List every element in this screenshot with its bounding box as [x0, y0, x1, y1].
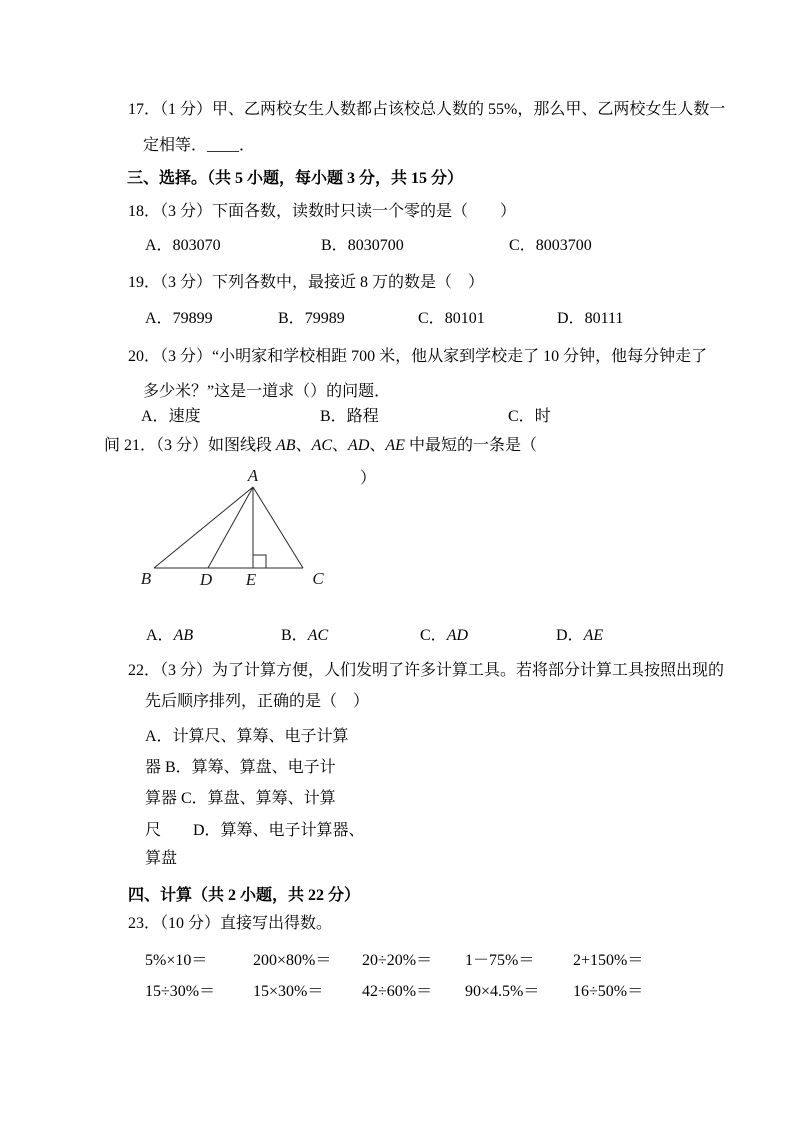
q22-option-line-4: 尺 D．算筹、电子计算器、: [145, 822, 365, 839]
vertex-label-b: B: [140, 569, 152, 588]
q23-expression-r2c3: 42÷60%＝: [362, 983, 433, 1000]
q22-option-line-5: 算盘: [145, 850, 178, 867]
q22-option-line-3: 算器 C．算盘、算筹、计算: [145, 790, 336, 807]
q21-stem: 间 21．（3 分）如图线段 AB、AC、AD、AE 中最短的一条是（: [104, 437, 537, 454]
q23-expression-r1c1: 5%×10＝: [145, 952, 208, 969]
q23-expression-r2c2: 15×30%＝: [253, 983, 324, 1000]
q23-expression-r2c4: 90×4.5%＝: [465, 983, 540, 1000]
q23-expression-r1c3: 20÷20%＝: [362, 952, 433, 969]
q23-expression-r2c5: 16÷50%＝: [573, 983, 644, 1000]
q21-option-c: C．AD: [420, 627, 469, 644]
q22-stem-line2: 先后顺序排列，正确的是（ ）: [145, 693, 370, 710]
q23-expression-r1c4: 1－75%＝: [465, 952, 535, 969]
q17-stem-line1: 17．（1 分）甲、乙两校女生人数都占该校总人数的 55%，那么甲、乙两校女生人数一: [128, 101, 726, 118]
q20-stem-line1: 20．（3 分）“小明家和学校相距 700 米，他从家到学校走了 10 分钟，他每分钟走了: [128, 348, 708, 365]
q17-stem-line2-with-blank: 定相等．____．: [143, 137, 256, 154]
section-calc-heading: 四、计算（共 2 小题，共 22 分）: [128, 887, 361, 904]
q20-option-a: A．速度: [141, 408, 201, 425]
vertex-label-d: D: [199, 570, 213, 589]
triangle-figure: [130, 465, 345, 593]
vertex-label-c: C: [312, 569, 324, 588]
q18-option-b: B．8030700: [321, 237, 404, 254]
q22-option-line-1: A．计算尺、算筹、电子计算: [145, 728, 349, 745]
right-angle-mark: [253, 555, 266, 568]
q19-option-b: B．79989: [278, 310, 345, 327]
q20-stem-line2: 多少米？”这是一道求（）的问题．: [143, 383, 391, 400]
q19-stem: 19．（3 分）下列各数中，最接近 8 万的数是（ ）: [128, 274, 485, 291]
q18-option-c: C．8003700: [509, 237, 592, 254]
q19-option-d: D．80111: [557, 310, 624, 327]
q19-option-a: A．79899: [145, 310, 213, 327]
q18-stem: 18．（3 分）下面各数，读数时只读一个零的是（ ）: [128, 203, 517, 220]
q18-option-a: A．803070: [145, 237, 221, 254]
segment-ab: [154, 487, 253, 568]
q23-stem: 23．（10 分）直接写出得数。: [128, 915, 333, 932]
q20-option-b: B．路程: [320, 408, 379, 425]
q20-option-c: C．时: [508, 408, 551, 425]
q23-expression-r2c1: 15÷30%＝: [145, 983, 216, 1000]
vertex-label-e: E: [245, 570, 257, 589]
segment-ac: [253, 487, 303, 568]
q21-option-b: B．AC: [281, 627, 329, 644]
q21-close-paren: ）: [360, 470, 377, 487]
vertex-label-a: A: [247, 466, 259, 485]
q21-option-a: A．AB: [146, 627, 194, 644]
section-choice-heading: 三、选择。（共 5 小题，每小题 3 分，共 15 分）: [127, 170, 464, 187]
q22-stem-line1: 22．（3 分）为了计算方便，人们发明了许多计算工具。若将部分计算工具按照出现的: [128, 662, 725, 679]
q21-option-d: D．AE: [556, 627, 604, 644]
q22-option-line-2: 器 B．算筹、算盘、电子计: [145, 759, 336, 776]
q23-expression-r1c2: 200×80%＝: [253, 952, 332, 969]
q19-option-c: C．80101: [418, 310, 485, 327]
segment-ad: [208, 487, 253, 568]
q23-expression-r1c5: 2+150%＝: [573, 952, 644, 969]
